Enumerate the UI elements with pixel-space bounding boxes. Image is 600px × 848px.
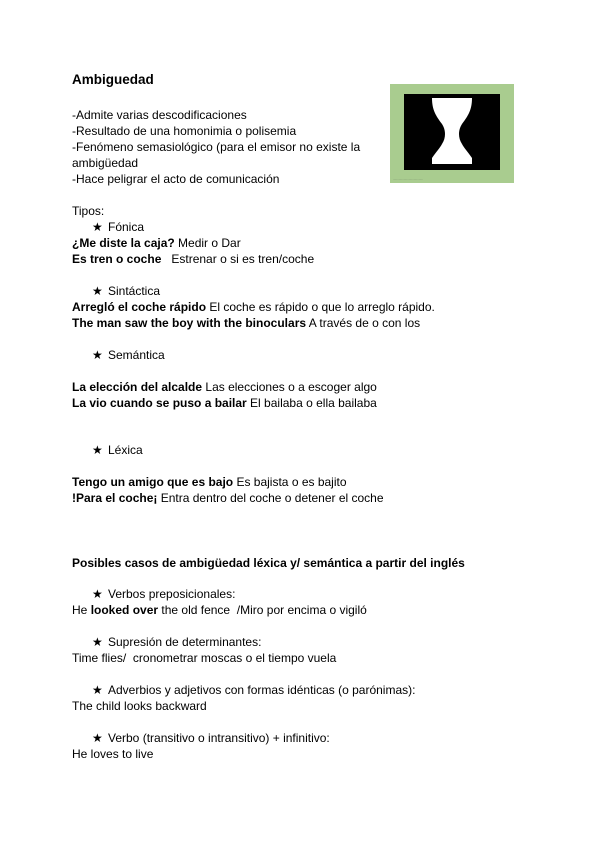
intro-line: -Hace peligrar el acto de comunicación (72, 172, 280, 186)
case-example: The child looks backward (72, 699, 207, 713)
figure-caption: .................................... (393, 177, 424, 181)
intro-line: -Admite varias descodificaciones (72, 108, 247, 122)
case-heading: ★ Supresión de determinantes: (92, 635, 262, 649)
intro-line: -Fenómeno semasiológico (para el emisor no existe la (72, 140, 361, 154)
case-heading: ★ Verbos preposicionales: (92, 587, 236, 601)
star-icon: ★ (92, 587, 103, 601)
example-line: La elección del alcalde Las elecciones o a escoger algo (72, 380, 377, 394)
case-example: Time flies/ cronometrar moscas o el tiempo vuela (72, 651, 337, 665)
star-icon: ★ (92, 443, 103, 457)
intro-line: -Resultado de una homonimia o polisemia (72, 124, 297, 138)
figure-rubin-vase (390, 84, 514, 183)
star-icon: ★ (92, 683, 103, 697)
example-line: La vio cuando se puso a bailar El bailaba o ella bailaba (72, 396, 377, 410)
star-icon: ★ (92, 731, 103, 745)
star-icon: ★ (92, 635, 103, 649)
type-heading-lexica: ★ Léxica (92, 443, 143, 457)
case-example: He looked over the old fence /Miro por encima o vigiló (72, 603, 367, 617)
page-title: Ambiguedad (72, 72, 154, 87)
type-heading-fonica: ★ Fónica (92, 220, 145, 234)
example-line: Arregló el coche rápido El coche es rápido o que lo arreglo rápido. (72, 300, 435, 314)
star-icon: ★ (92, 284, 103, 298)
intro-line: ambigüedad (72, 156, 139, 170)
tipos-label: Tipos: (72, 204, 105, 218)
section-heading-english: Posibles casos de ambigüedad léxica y/ semántica a partir del inglés (72, 556, 465, 570)
example-line: !Para el coche¡ Entra dentro del coche o detener el coche (72, 491, 384, 505)
example-line: The man saw the boy with the binoculars A través de o con los (72, 316, 421, 330)
type-heading-sintactica: ★ Sintáctica (92, 284, 161, 298)
example-line: Tengo un amigo que es bajo Es bajista o es bajito (72, 475, 347, 489)
rubin-vase-icon (390, 84, 514, 183)
star-icon: ★ (92, 220, 103, 234)
example-line: Es tren o coche Estrenar o si es tren/coche (72, 252, 315, 266)
case-heading: ★ Verbo (transitivo o intransitivo) + infinitivo: (92, 731, 330, 745)
case-heading: ★ Adverbios y adjetivos con formas idénticas (o parónimas): (92, 683, 416, 697)
example-line: ¿Me diste la caja? Medir o Dar (72, 236, 241, 250)
case-example: He loves to live (72, 747, 154, 761)
star-icon: ★ (92, 348, 103, 362)
type-heading-semantica: ★ Semántica (92, 348, 165, 362)
